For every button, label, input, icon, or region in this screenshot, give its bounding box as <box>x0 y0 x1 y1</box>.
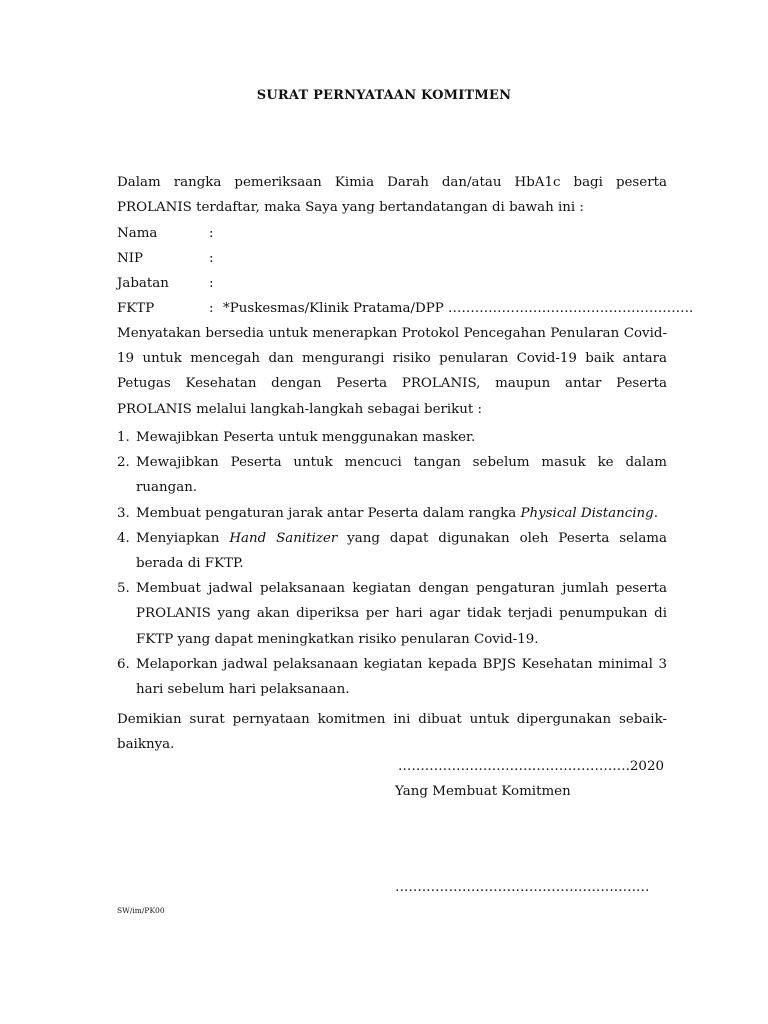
item-number: 5. <box>117 581 130 597</box>
field-nip <box>117 246 223 271</box>
commitment-list <box>117 425 667 702</box>
item-number: 1. <box>117 430 130 445</box>
item-text: Mewajibkan Peserta untuk menggunakan masker. <box>136 430 476 445</box>
date-line: …………………………………………….2020 <box>398 759 664 774</box>
list-item <box>117 526 667 576</box>
field-nama <box>117 221 223 246</box>
field-label: FKTP <box>117 301 155 316</box>
signer-label: Yang Membuat Komitmen <box>395 784 571 799</box>
field-colon: : <box>209 276 214 291</box>
document-code: SW/im/PK00 <box>117 906 165 915</box>
intro-paragraph: Dalam rangka pemeriksaan Kimia Darah dan/atau HbA1c bagi peserta PROLANIS terdaftar, maka Saya yang bertandatangan di bawah ini : <box>117 175 667 216</box>
item-italic-term: Hand Sanitizer <box>229 530 338 546</box>
item-text: Membuat pengaturan jarak antar Peserta dalam rangka <box>136 505 521 521</box>
item-text: Menyiapkan <box>136 530 230 546</box>
field-value: *Puskesmas/Klinik Pratama/DPP ………………………………………………. <box>223 301 694 316</box>
item-text: Melaporkan jadwal pelaksanaan kegiatan kepada BPJS Kesehatan minimal 3 hari sebelum hari pelaksanaan. <box>136 656 667 698</box>
item-number: 4. <box>117 530 130 546</box>
field-label: Jabatan <box>117 276 169 291</box>
list-item <box>117 652 667 702</box>
field-colon: : <box>209 251 214 266</box>
list-item <box>117 425 667 450</box>
statement-paragraph: Menyatakan bersedia untuk menerapkan Protokol Pencegahan Penularan Covid-19 untuk mencegah dan mengurangi risiko penularan Covid-19 baik antara Petugas Kesehatan dengan Peserta PROLANIS, maupun antar Peserta PROLANIS melalui langkah-langkah sebagai berikut : <box>117 326 667 417</box>
item-text: Membuat jadwal pelaksanaan kegiatan dengan pengaturan jumlah peserta PROLANIS yang akan diperiksa per hari agar tidak terjadi penumpukan di FKTP yang dapat meningkatkan risiko penularan Covid-19. <box>136 581 667 647</box>
document-title: SURAT PERNYATAAN KOMITMEN <box>256 88 512 103</box>
item-text: Mewajibkan Peserta untuk mencuci tangan sebelum masuk ke dalam ruangan. <box>136 455 667 496</box>
list-item <box>117 450 667 500</box>
field-label: Nama <box>117 226 158 241</box>
field-jabatan <box>117 271 223 296</box>
field-colon: : <box>209 301 214 316</box>
item-number: 6. <box>117 656 130 672</box>
item-text-end: . <box>653 505 658 521</box>
item-italic-term: Physical Distancing <box>520 505 654 521</box>
field-fktp <box>117 296 693 321</box>
item-number: 3. <box>117 505 130 521</box>
item-number: 2. <box>117 455 130 471</box>
list-item <box>117 501 667 526</box>
list-item <box>117 576 667 652</box>
field-label: NIP <box>117 251 144 266</box>
signature-line: ………………………………………………… <box>395 880 650 895</box>
closing-paragraph: Demikian surat pernyataan komitmen ini dibuat untuk dipergunakan sebaik-baiknya. <box>117 712 667 753</box>
field-colon: : <box>209 226 214 241</box>
item-text-end: yang dapat digunakan oleh Peserta selama berada di FKTP. <box>136 530 667 572</box>
